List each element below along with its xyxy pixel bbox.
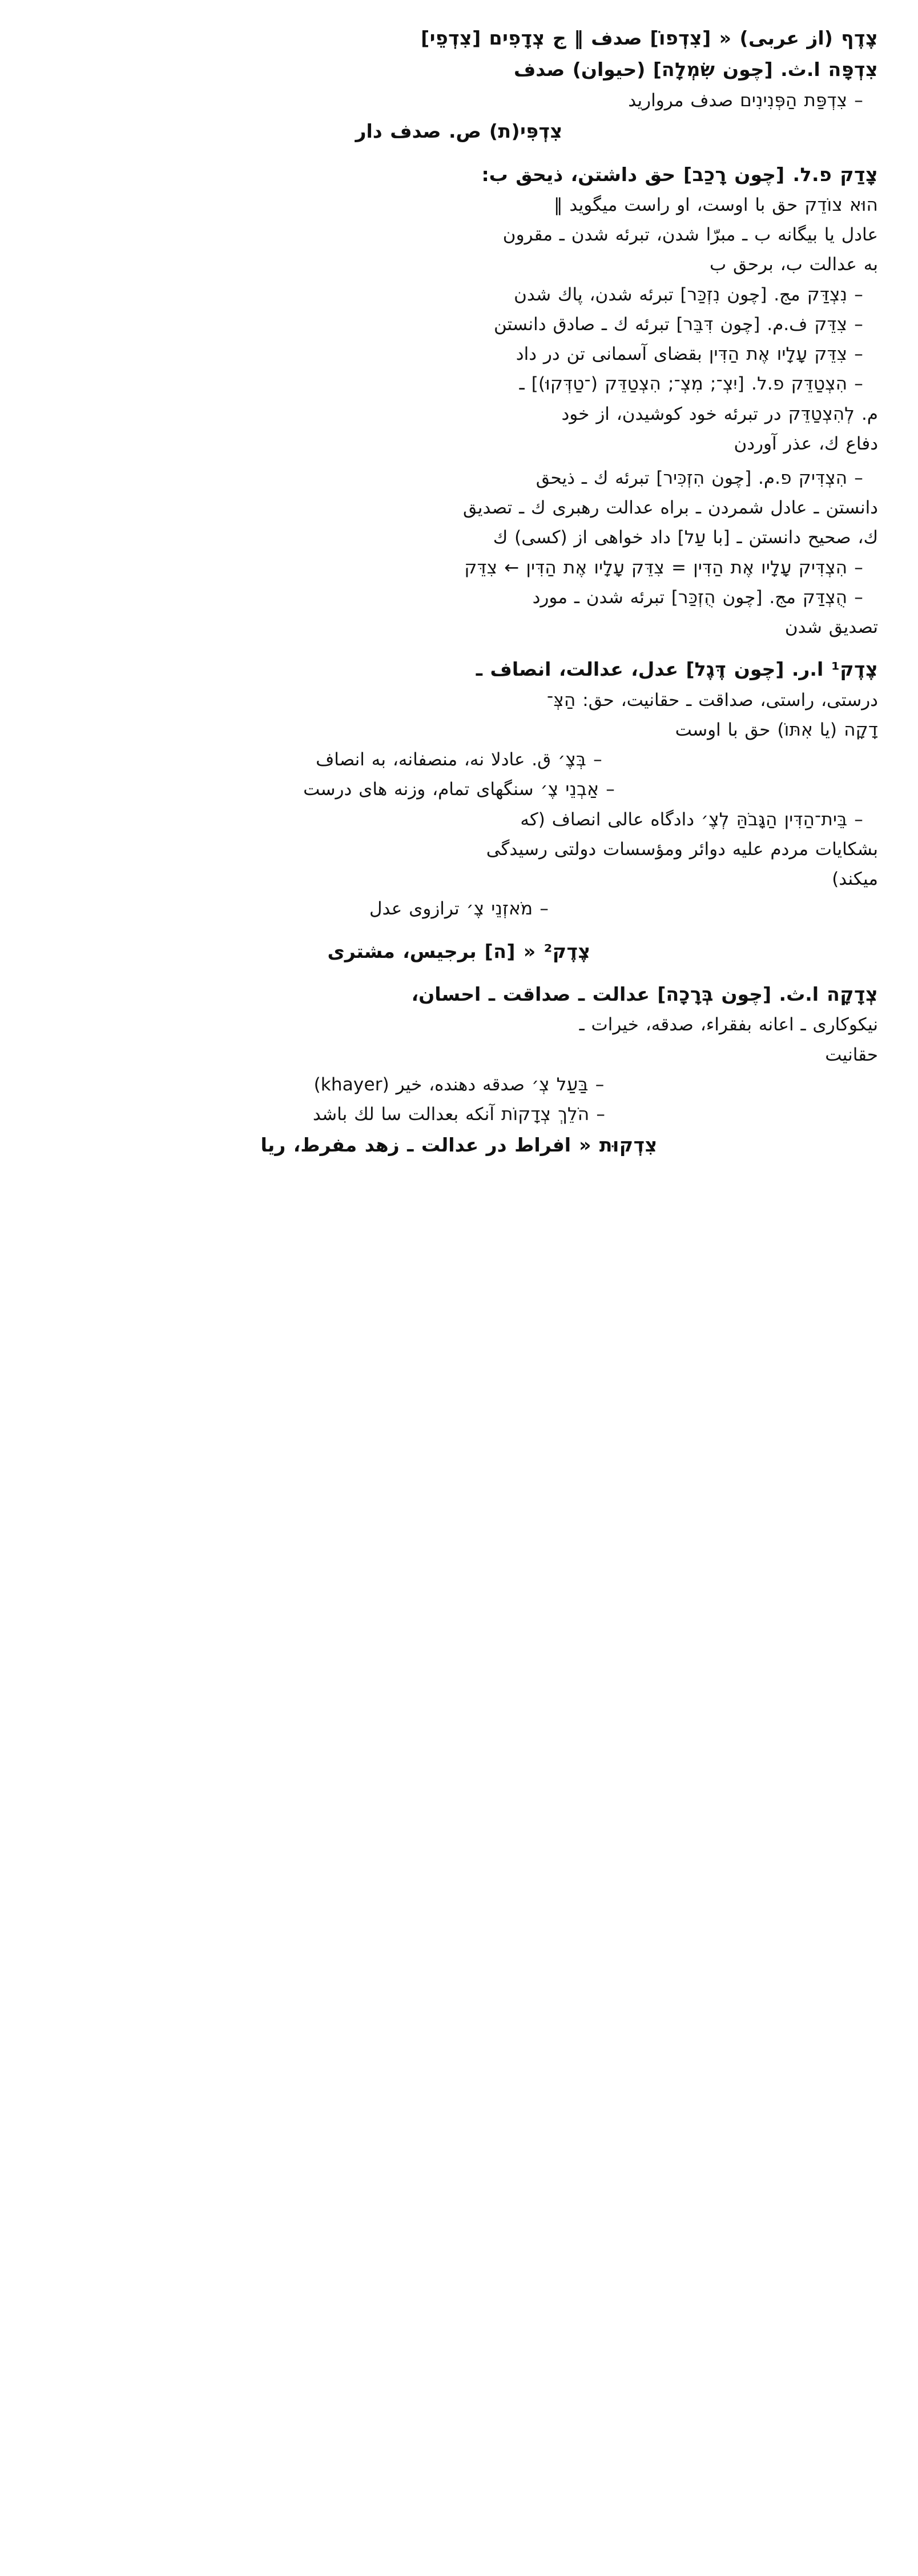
definition-line: ك، صحیح دانستن ـ [با עַל] داد خواهی از (كسی) ك	[493, 527, 878, 548]
entry-tsadak	[40, 159, 878, 642]
sense-line: – נִצְדַּק مج. [چون נִזְכַּר] تبرئه شدن، پاك شدن	[514, 284, 863, 305]
entry-tsedek-1	[40, 654, 878, 923]
entry-spacer	[40, 927, 878, 936]
definition-line: م. לְהִצְטַדֵּק در تبرئه خود كوشیدن، از خود	[561, 403, 878, 424]
definition-line: دانستن ـ عادل شمردن ـ براه عدالت رهبری ك ـ تصدیق	[463, 497, 878, 519]
sense-line: – מֹאזְנֵי צֶ׳ ترازوی عدل	[369, 898, 549, 920]
sense-line: – אַבְנֵי צֶ׳ سنگهای تمام، وزنه های درست	[303, 779, 615, 800]
headword-line: צָדַק פ.ל. [چون רָכַב] حق داشتن، ذیحق ب:	[481, 163, 878, 186]
headword-line: צְדָקָה ا.ث. [چون בְּרָכָה] عدالت ـ صداقت ـ احسان،	[411, 982, 878, 1005]
sense-line: – הִצְטַדֵּק פ.ל. [יִצְ־; מִצְ־; הִצְטַדֵּק (־טַדְּקוּ)] ـ	[519, 374, 863, 395]
headword-line: צִדְקוּת « افراط در عدالت ـ زهد مفرط، ریا	[260, 1134, 658, 1157]
sense-line: – בְּצֶ׳ ق. عادلا نه، منصفانه، به انصاف	[316, 749, 602, 771]
entry-spacer	[40, 970, 878, 979]
sense-line: – הִצְדִּיק עָלָיו אֶת הַדִּין = צִדֵּק עָלָיו אֶת הַדִּין ← צִדֵּק	[464, 557, 863, 578]
sense-line: – הֹלֵךְ צְדָקוֹת آنكه بعدالت سا لك باشد	[312, 1104, 606, 1125]
sense-line: – צִדֵּק עָלָיו אֶת הַדִּין بقضای آسمانی تن در داد	[516, 344, 863, 365]
definition-line: دفاع ك، عذر آوردن	[734, 433, 878, 454]
entry-tsedaka	[40, 979, 878, 1161]
entry-tsedef	[40, 23, 878, 147]
definition-line: درستی، راستی، صداقت ـ حقانیت، حق: הַצְּ־	[547, 689, 878, 711]
definition-line: تصدیق شدن	[784, 617, 878, 638]
definition-line: به عدالت ب، برحق ب	[709, 254, 878, 275]
headword-line: צִדְפָּה ا.ث. [چون שִׂמְלָה] (حیوان) صدف	[513, 58, 878, 81]
sense-line: – הִצְדִּיק פ.م. [چون הִזְכִּיר] تبرئه ك ـ ذیحق	[536, 468, 863, 488]
sense-line: – בֵּית־הַדִּין הַגָּבֹהַּ לְצֶ׳ دادگاه عالی انصاف (كه	[520, 809, 863, 830]
headword-line: צֶדֶק¹ ا.ر. [چون דֶּגֶל] عدل، عدالت، انصاف ـ	[476, 658, 878, 681]
sense-line: – בַּעַל צְ׳ صدقه دهنده، خیر (khayer)	[313, 1074, 605, 1095]
definition-line: حقانیت	[825, 1044, 878, 1065]
definition-line: דָקָה (یا אִתּוֹ) حق با اوست	[675, 719, 878, 740]
definition-line: הוּא צוֹדֵק حق با اوست، او راست میگوید ‖	[554, 195, 878, 216]
headword-line: צִדְפִּי(ת) ص. صدف دار	[355, 120, 563, 143]
entry-spacer	[40, 645, 878, 654]
sense-line: – צִדֵּק ف.م. [چون דִּבֵּר] تبرئه ك ـ صادق دانستن	[493, 314, 863, 335]
definition-line: عادل یا بیگانه ب ـ مبرّا شدن، تبرئه شدن ـ مقرون	[502, 224, 878, 246]
entry-spacer	[40, 150, 878, 159]
sense-line: – צִדְפַּת הַפְּנִינִים صدف مروارید	[628, 90, 863, 111]
entry-tsedek-2	[40, 936, 878, 966]
definition-line: بشكایات مردم علیه دوائر ومؤسسات دولتی رسیدگی	[486, 838, 878, 860]
definition-line: نیكوكاری ـ اعانه بفقراء، صدقه، خیرات ـ	[579, 1014, 878, 1036]
headword-line: צֶדֶק² « [ה] برجیس، مشتری	[327, 940, 591, 962]
definition-line: میكند)	[832, 869, 878, 890]
headword-line: צֶדֶף (از عربی) « [צִדְפוֹ] صدف ‖ ج צְדָפִים [צִדְפֵי]	[421, 27, 878, 49]
sense-line: – הֻצְדַּק مج. [چون הֻזְכַּר] تبرئه شدن ـ مورد	[532, 587, 863, 608]
